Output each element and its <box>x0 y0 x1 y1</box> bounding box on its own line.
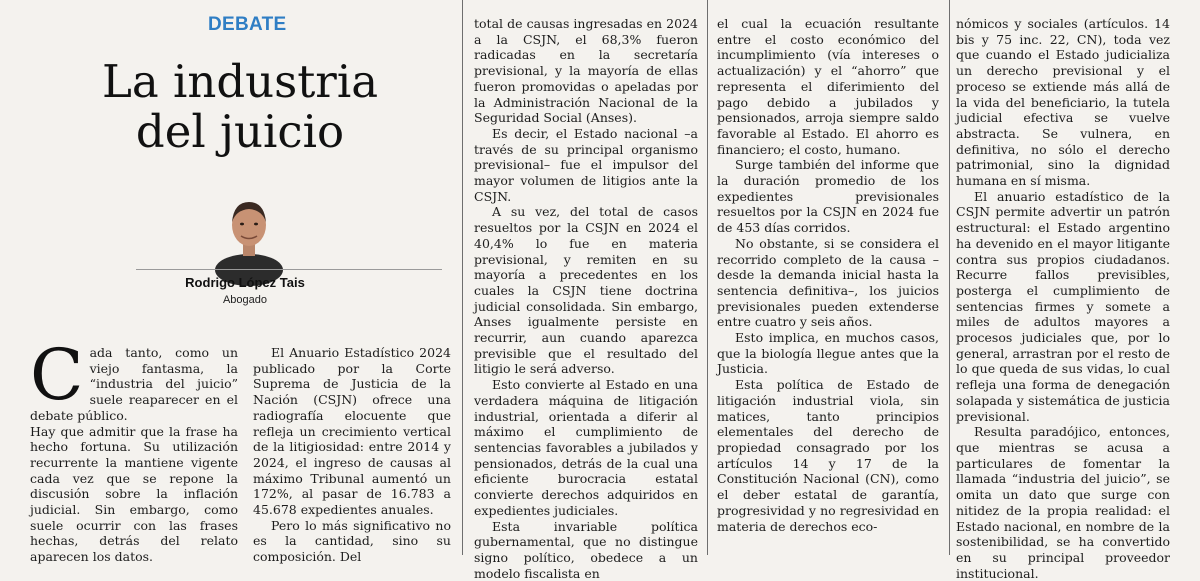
paragraph: el cual la ecuación resultante entre el costo económico del incumplimiento (vía intereses o actualización) y el “ahorro” que representa el diferimiento del pago debido a jubilados y pensionados, arroja siempre saldo favorable al Estado. El ahorro es financiero; el costo, humano. <box>717 16 939 157</box>
column-rule <box>949 0 950 555</box>
paragraph: Esto implica, en muchos casos, que la biología llegue antes que la Justicia. <box>717 330 939 377</box>
paragraph: nómicos y sociales (artículos. 14 bis y 75 inc. 22, CN), toda vez que cuando el Estado judicializa un derecho previsional y el proceso se extiende más allá de la vida del beneficiario, la tutela judicial efectiva se vuelve abstracta. Se vulnera, en definitiva, no sólo el derecho patrimonial, sino la dignidad humana en sí misma. <box>956 16 1170 189</box>
author-name: Rodrigo López Tais <box>142 275 348 290</box>
author-photo <box>214 194 284 270</box>
column-rule <box>707 0 708 555</box>
paragraph: Es decir, el Estado nacional –a través de su principal organismo previsional– fue el impulsor del mayor volumen de litigios ante la CSJN. <box>474 126 698 205</box>
paragraph: Hay que admitir que la frase ha hecho fortuna. Su utilización recurrente la mantiene vigente cada vez que se repone la discusión sobre la inflación judicial. Sin embargo, como suele ocurrir con las frases hechas, detrás del relato aparecen los datos. <box>30 424 238 565</box>
paragraph: ada tanto, como un viejo fantasma, la “industria del juicio” suele reaparecer en el debate público. <box>30 345 238 424</box>
paragraph: El Anuario Estadístico 2024 publicado por la Corte Suprema de Justicia de la Nación (CSJN) ofrece una radiografía elocuente que refleja un crecimiento vertical de la litigiosidad: entre 2014 y 2024, el ingreso de causas al máximo Tribunal aumentó un 172%, al pasar de 16.783 a 45.678 expedientes anuales. <box>253 345 451 518</box>
article-column-3 <box>474 16 698 546</box>
paragraph: Pero lo más significativo no es la cantidad, sino su composición. Del <box>253 518 451 565</box>
paragraph: Esto convierte al Estado en una verdadera máquina de litigación industrial, orientada a diferir al máximo el cumplimiento de sentencias favorables a jubilados y pensionados, detrás de la cual una eficiente burocracia estatal convierte derechos adquiridos en expedientes judiciales. <box>474 377 698 518</box>
article-column-1 <box>30 345 238 545</box>
paragraph: Esta política de Estado de litigación industrial viola, sin matices, tanto principios elementales del derecho de propiedad consagrado por los artículos 14 y 17 de la Constitución Nacional (CN), como el deber estatal de garantía, progresividad y no regresividad en materia de derechos eco- <box>717 377 939 534</box>
headline <box>30 57 450 157</box>
column-rule <box>462 0 463 555</box>
article-column-4 <box>717 16 939 546</box>
paragraph: El anuario estadístico de la CSJN permite advertir un patrón estructural: el Estado argentino ha devenido en el mayor litigante contra sus propios ciudadanos. Recurre fallos previsibles, posterga el cumplimiento de sentencias firmes y somete a miles de adultos mayores a procesos judiciales que, por lo general, arrastran por el resto de lo que queda de sus vidas, lo cual refleja una forma de denegación solapada y sistemática de justicia previsional. <box>956 189 1170 425</box>
dropcap: C <box>30 347 84 403</box>
article-column-5 <box>956 16 1170 546</box>
headline-line-2: del juicio <box>136 105 344 158</box>
paragraph: Resulta paradójico, entonces, que mientras se acusa a particulares de fomentar la llamada “industria del juicio”, se omita un dato que surge con nitidez de la propia realidad: el Estado nacional, en nombre de la sostenibilidad, se ha convertido en su principal proveedor institucional. <box>956 424 1170 581</box>
paragraph: A su vez, del total de casos resueltos por la CSJN en 2024 el 40,4% lo fue en materia previsional, y remiten en su mayoría a precedentes en los cuales la CSJN tiene doctrina judicial consolidada. Sin embargo, Anses igualmente persiste en recurrir, aun cuando aparezca previsible que el resultado del litigio le será adverso. <box>474 204 698 377</box>
paragraph: total de causas ingresadas en 2024 a la CSJN, el 68,3% fueron radicadas en la secretaría previsional, y la mayoría de ellas fueron promovidas o apeladas por la Administración Nacional de la Seguridad Social (Anses). <box>474 16 698 126</box>
author-role: Abogado <box>142 294 348 306</box>
headline-line-1: La industria <box>102 55 378 108</box>
paragraph: No obstante, si se considera el recorrido completo de la causa –desde la demanda inicial hasta la sentencia definitiva–, los juicios previsionales pueden extenderse entre cuatro y seis años. <box>717 236 939 330</box>
section-kicker: DEBATE <box>208 14 287 36</box>
byline-divider <box>136 269 442 270</box>
paragraph: Esta invariable política gubernamental, que no distingue signo político, obedece a un modelo fiscalista en <box>474 519 698 581</box>
article-column-2 <box>253 345 451 545</box>
paragraph: Surge también del informe que la duración promedio de los expedientes previsionales resueltos por la CSJN en 2024 fue de 453 días corridos. <box>717 157 939 236</box>
